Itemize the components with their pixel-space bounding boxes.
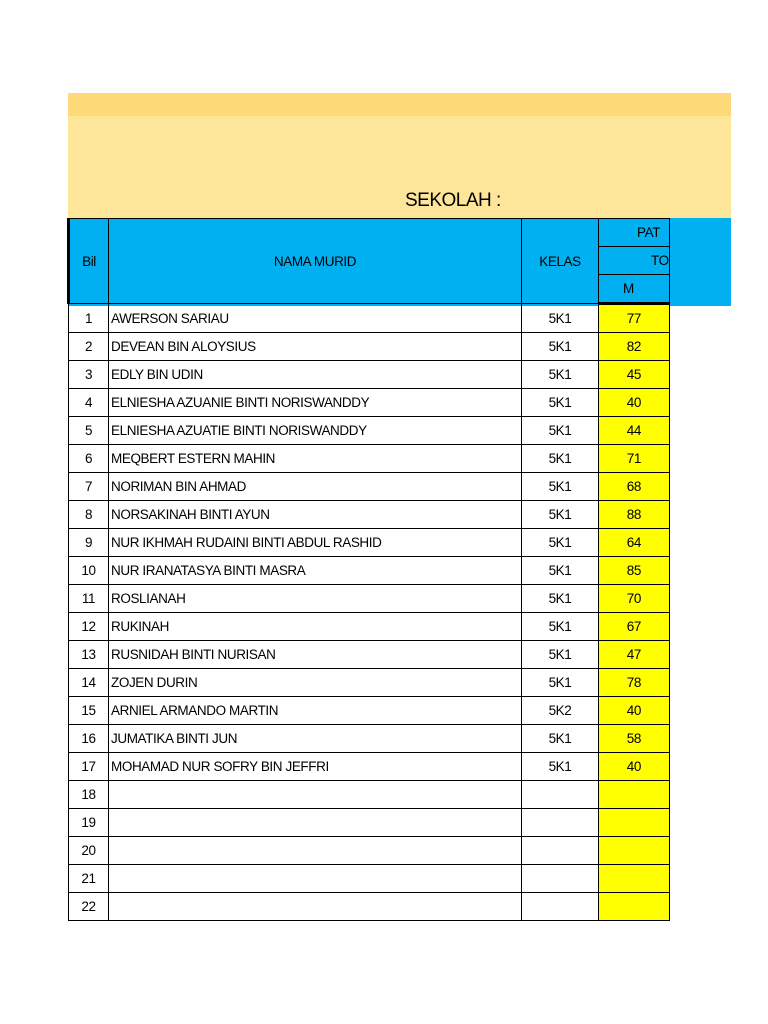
row-mark[interactable] bbox=[599, 781, 670, 809]
header-bil: Bil bbox=[69, 219, 109, 304]
table-row[interactable] bbox=[69, 781, 670, 809]
row-mark[interactable] bbox=[599, 865, 670, 893]
row-mark[interactable]: 40 bbox=[599, 753, 670, 781]
table-body bbox=[69, 304, 670, 921]
row-bil[interactable]: 1 bbox=[69, 304, 109, 333]
row-kelas[interactable]: 5K1 bbox=[522, 304, 599, 333]
table-row[interactable] bbox=[69, 361, 670, 389]
row-nama-murid[interactable]: NUR IKHMAH RUDAINI BINTI ABDUL RASHID bbox=[109, 529, 522, 557]
table-row[interactable] bbox=[69, 893, 670, 921]
row-mark[interactable]: 85 bbox=[599, 557, 670, 585]
row-nama-murid[interactable]: ELNIESHA AZUATIE BINTI NORISWANDDY bbox=[109, 417, 522, 445]
row-kelas[interactable] bbox=[522, 809, 599, 837]
row-kelas[interactable]: 5K1 bbox=[522, 333, 599, 361]
row-mark[interactable]: 67 bbox=[599, 613, 670, 641]
row-mark[interactable]: 68 bbox=[599, 473, 670, 501]
row-kelas[interactable]: 5K1 bbox=[522, 473, 599, 501]
row-nama-murid[interactable] bbox=[109, 893, 522, 921]
row-bil[interactable]: 18 bbox=[69, 781, 109, 809]
row-kelas[interactable] bbox=[522, 893, 599, 921]
row-kelas[interactable]: 5K1 bbox=[522, 389, 599, 417]
row-bil[interactable]: 21 bbox=[69, 865, 109, 893]
row-bil[interactable]: 11 bbox=[69, 585, 109, 613]
table-row[interactable] bbox=[69, 725, 670, 753]
row-mark[interactable]: 88 bbox=[599, 501, 670, 529]
row-kelas[interactable]: 5K1 bbox=[522, 501, 599, 529]
row-nama-murid[interactable]: NORIMAN BIN AHMAD bbox=[109, 473, 522, 501]
row-nama-murid[interactable]: MOHAMAD NUR SOFRY BIN JEFFRI bbox=[109, 753, 522, 781]
row-kelas[interactable]: 5K1 bbox=[522, 445, 599, 473]
table-header bbox=[69, 219, 670, 304]
row-bil[interactable]: 20 bbox=[69, 837, 109, 865]
school-label: SEKOLAH : bbox=[405, 190, 501, 211]
header-group-top bbox=[599, 219, 670, 247]
row-kelas[interactable] bbox=[522, 865, 599, 893]
row-bil[interactable]: 9 bbox=[69, 529, 109, 557]
row-kelas[interactable]: 5K1 bbox=[522, 725, 599, 753]
row-mark[interactable]: 77 bbox=[599, 304, 670, 333]
row-bil[interactable]: 13 bbox=[69, 641, 109, 669]
row-kelas[interactable]: 5K1 bbox=[522, 529, 599, 557]
table-row[interactable] bbox=[69, 837, 670, 865]
row-bil[interactable]: 2 bbox=[69, 333, 109, 361]
table-row[interactable] bbox=[69, 333, 670, 361]
row-bil[interactable]: 14 bbox=[69, 669, 109, 697]
row-nama-murid[interactable] bbox=[109, 809, 522, 837]
table-row[interactable] bbox=[69, 445, 670, 473]
row-nama-murid[interactable]: RUSNIDAH BINTI NURISAN bbox=[109, 641, 522, 669]
table-row[interactable] bbox=[69, 669, 670, 697]
header-group-mid bbox=[599, 247, 670, 275]
row-mark[interactable]: 82 bbox=[599, 333, 670, 361]
table-row[interactable] bbox=[69, 613, 670, 641]
row-bil[interactable]: 16 bbox=[69, 725, 109, 753]
row-mark[interactable]: 44 bbox=[599, 417, 670, 445]
table-row[interactable] bbox=[69, 697, 670, 725]
row-nama-murid[interactable] bbox=[109, 865, 522, 893]
row-nama-murid[interactable]: NORSAKINAH BINTI AYUN bbox=[109, 501, 522, 529]
row-bil[interactable]: 12 bbox=[69, 613, 109, 641]
row-nama-murid[interactable]: JUMATIKA BINTI JUN bbox=[109, 725, 522, 753]
table-row[interactable] bbox=[69, 473, 670, 501]
row-nama-murid[interactable]: RUKINAH bbox=[109, 613, 522, 641]
row-bil[interactable]: 15 bbox=[69, 697, 109, 725]
title-banner-strip bbox=[68, 93, 731, 116]
row-nama-murid[interactable] bbox=[109, 781, 522, 809]
row-mark[interactable]: 40 bbox=[599, 697, 670, 725]
row-mark[interactable]: 78 bbox=[599, 669, 670, 697]
row-kelas[interactable] bbox=[522, 837, 599, 865]
student-marks-table bbox=[67, 218, 670, 921]
row-kelas[interactable]: 5K1 bbox=[522, 361, 599, 389]
row-bil[interactable]: 3 bbox=[69, 361, 109, 389]
row-nama-murid[interactable]: DEVEAN BIN ALOYSIUS bbox=[109, 333, 522, 361]
header-kelas: KELAS bbox=[522, 219, 599, 304]
row-mark[interactable]: 40 bbox=[599, 389, 670, 417]
row-kelas[interactable]: 5K1 bbox=[522, 417, 599, 445]
row-kelas[interactable]: 5K1 bbox=[522, 669, 599, 697]
header-nama-murid: NAMA MURID bbox=[109, 219, 522, 304]
row-kelas[interactable]: 5K2 bbox=[522, 697, 599, 725]
table-row[interactable] bbox=[69, 865, 670, 893]
row-nama-murid[interactable]: MEQBERT ESTERN MAHIN bbox=[109, 445, 522, 473]
row-bil[interactable]: 17 bbox=[69, 753, 109, 781]
row-kelas[interactable] bbox=[522, 781, 599, 809]
row-nama-murid[interactable]: AWERSON SARIAU bbox=[109, 304, 522, 333]
row-nama-murid[interactable]: NUR IRANATASYA BINTI MASRA bbox=[109, 557, 522, 585]
row-bil[interactable]: 4 bbox=[69, 389, 109, 417]
row-mark[interactable]: 47 bbox=[599, 641, 670, 669]
table-row[interactable] bbox=[69, 585, 670, 613]
table-row[interactable] bbox=[69, 809, 670, 837]
table-row[interactable] bbox=[69, 501, 670, 529]
row-bil[interactable]: 6 bbox=[69, 445, 109, 473]
row-nama-murid[interactable]: EDLY BIN UDIN bbox=[109, 361, 522, 389]
row-mark[interactable] bbox=[599, 809, 670, 837]
row-mark[interactable]: 64 bbox=[599, 529, 670, 557]
table-row[interactable] bbox=[69, 529, 670, 557]
row-mark[interactable]: 70 bbox=[599, 585, 670, 613]
row-kelas[interactable]: 5K1 bbox=[522, 641, 599, 669]
row-bil[interactable]: 10 bbox=[69, 557, 109, 585]
header-sub-m: M bbox=[599, 275, 670, 304]
header-group-top-text: PAT bbox=[637, 225, 661, 240]
row-kelas[interactable]: 5K1 bbox=[522, 557, 599, 585]
row-kelas[interactable]: 5K1 bbox=[522, 753, 599, 781]
table-row[interactable] bbox=[69, 753, 670, 781]
row-nama-murid[interactable]: ELNIESHA AZUANIE BINTI NORISWANDDY bbox=[109, 389, 522, 417]
row-mark[interactable]: 58 bbox=[599, 725, 670, 753]
table-row[interactable] bbox=[69, 389, 670, 417]
header-group-mid-text: TO bbox=[651, 253, 669, 268]
row-mark[interactable] bbox=[599, 837, 670, 865]
row-mark[interactable]: 45 bbox=[599, 361, 670, 389]
table-row[interactable] bbox=[69, 557, 670, 585]
table-row[interactable] bbox=[69, 417, 670, 445]
row-nama-murid[interactable]: ROSLIANAH bbox=[109, 585, 522, 613]
row-bil[interactable]: 19 bbox=[69, 809, 109, 837]
row-bil[interactable]: 5 bbox=[69, 417, 109, 445]
row-nama-murid[interactable]: ZOJEN DURIN bbox=[109, 669, 522, 697]
row-nama-murid[interactable] bbox=[109, 837, 522, 865]
row-kelas[interactable]: 5K1 bbox=[522, 613, 599, 641]
row-bil[interactable]: 8 bbox=[69, 501, 109, 529]
row-bil[interactable]: 22 bbox=[69, 893, 109, 921]
row-kelas[interactable]: 5K1 bbox=[522, 585, 599, 613]
row-nama-murid[interactable]: ARNIEL ARMANDO MARTIN bbox=[109, 697, 522, 725]
row-mark[interactable]: 71 bbox=[599, 445, 670, 473]
row-bil[interactable]: 7 bbox=[69, 473, 109, 501]
table-row[interactable] bbox=[69, 304, 670, 333]
table-row[interactable] bbox=[69, 641, 670, 669]
row-mark[interactable] bbox=[599, 893, 670, 921]
